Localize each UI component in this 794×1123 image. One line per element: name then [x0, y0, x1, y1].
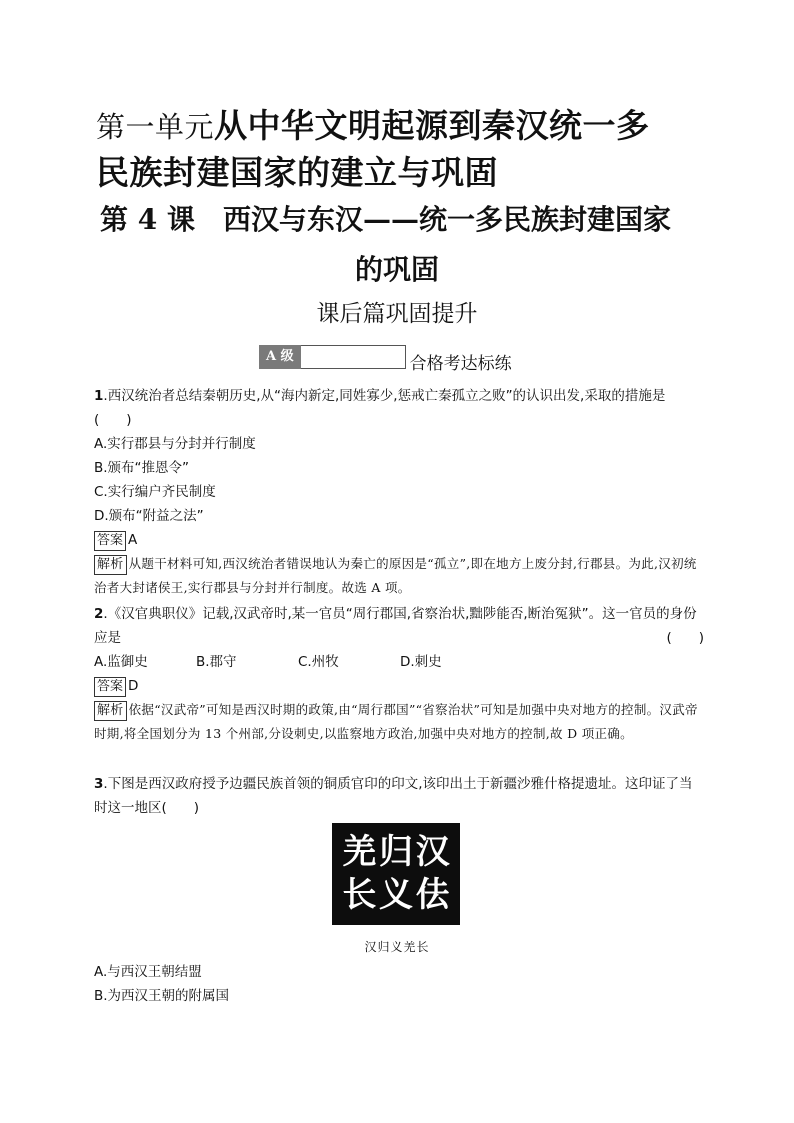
answer-tag: 答案: [94, 531, 126, 551]
option: A.实行郡县与分封并行制度: [94, 436, 256, 452]
question-stem: [94, 602, 704, 650]
question-3: [94, 772, 704, 820]
explanation: [94, 552, 704, 600]
answer-line: [94, 674, 704, 698]
lesson-title-line1: 西汉与东汉——统一多民族封建国家: [222, 203, 671, 236]
explain-tag: 解析: [94, 555, 127, 575]
option: D.颁布“附益之法”: [94, 508, 204, 524]
seal-image: [332, 823, 460, 925]
question-number: 3: [94, 776, 104, 792]
option: D.刺史: [400, 654, 442, 670]
level-heading: [259, 343, 512, 374]
seal-caption: 汉归义羌长: [364, 940, 430, 954]
question-1: [94, 384, 704, 600]
question-stem: [94, 772, 704, 820]
seal-char: 羌: [342, 832, 377, 872]
question-number: 1: [94, 388, 104, 404]
question-number: 2: [94, 606, 104, 622]
lesson-title: [100, 200, 700, 240]
question-3-options: [94, 960, 704, 1008]
options-row: [94, 650, 704, 674]
option: A.监御史: [94, 654, 148, 670]
option: C.实行编户齐民制度: [94, 484, 216, 500]
explanation-text: 从题干材料可知,西汉统治者错误地认为秦亡的原因是“孤立”,即在地方上废分封,行郡县。为此,汉初统治者大封诸侯王,实行郡县与分封并行制度。故选 A 项。: [94, 556, 697, 595]
option: B.为西汉王朝的附属国: [94, 988, 230, 1004]
level-blank-box: [301, 345, 406, 369]
answer-value: A: [128, 532, 138, 548]
answer-value: D: [128, 678, 139, 694]
level-label: 合格考达标练: [409, 353, 512, 374]
option: C.州牧: [298, 654, 339, 670]
level-badge: A 级: [259, 345, 301, 369]
question-stem: [94, 384, 704, 408]
question-text: .西汉统治者总结秦朝历史,从“海内新定,同姓寡少,惩戒亡秦孤立之败”的认识出发,采取的措施是: [103, 388, 666, 404]
seal-char: 长: [342, 875, 377, 915]
seal-char: 归: [378, 832, 413, 872]
seal-char: 义: [378, 875, 413, 915]
unit-title-line2: 民族封建国家的建立与巩固: [96, 153, 498, 192]
lesson-title-line2: 的巩固: [354, 253, 439, 286]
seal-char: 汉: [415, 832, 450, 872]
explanation: [94, 698, 704, 746]
unit-title-line1: 从中华文明起源到秦汉统一多: [214, 106, 650, 145]
seal-char: 佉: [415, 875, 450, 915]
option: A.与西汉王朝结盟: [94, 964, 202, 980]
answer-tag: 答案: [94, 677, 126, 697]
answer-bracket: ( ): [666, 630, 704, 646]
unit-title: [96, 103, 736, 196]
section-title: 课后篇巩固提升: [316, 301, 478, 327]
question-2: [94, 602, 704, 746]
explanation-text: 依据“汉武帝”可知是西汉时期的政策,由“周行郡国”“省察治状”可知是加强中央对地方的控制。汉武帝时期,将全国划分为 13 个州部,分设刺史,以监察地方政治,加强中央对地方的控制,故 D 项正确。: [94, 702, 698, 741]
seal-characters: [341, 831, 451, 917]
unit-prefix: 第一单元: [96, 110, 215, 144]
option: B.郡守: [196, 654, 237, 670]
answer-line: [94, 528, 704, 552]
explain-tag: 解析: [94, 701, 127, 721]
question-text: .《汉官典职仪》记载,汉武帝时,某一官员“周行郡国,省察治状,黜陟能否,断治冤狱”。这一官员的身份应是: [94, 606, 697, 646]
lesson-number: 第 4 课: [100, 203, 195, 236]
option: B.颁布“推恩令”: [94, 460, 190, 476]
answer-bracket: ( ): [94, 412, 132, 428]
question-text: .下图是西汉政府授予边疆民族首领的铜质官印的印文,该印出土于新疆沙雅什格提遗址。这印证了当时这一地区( ): [94, 776, 693, 816]
